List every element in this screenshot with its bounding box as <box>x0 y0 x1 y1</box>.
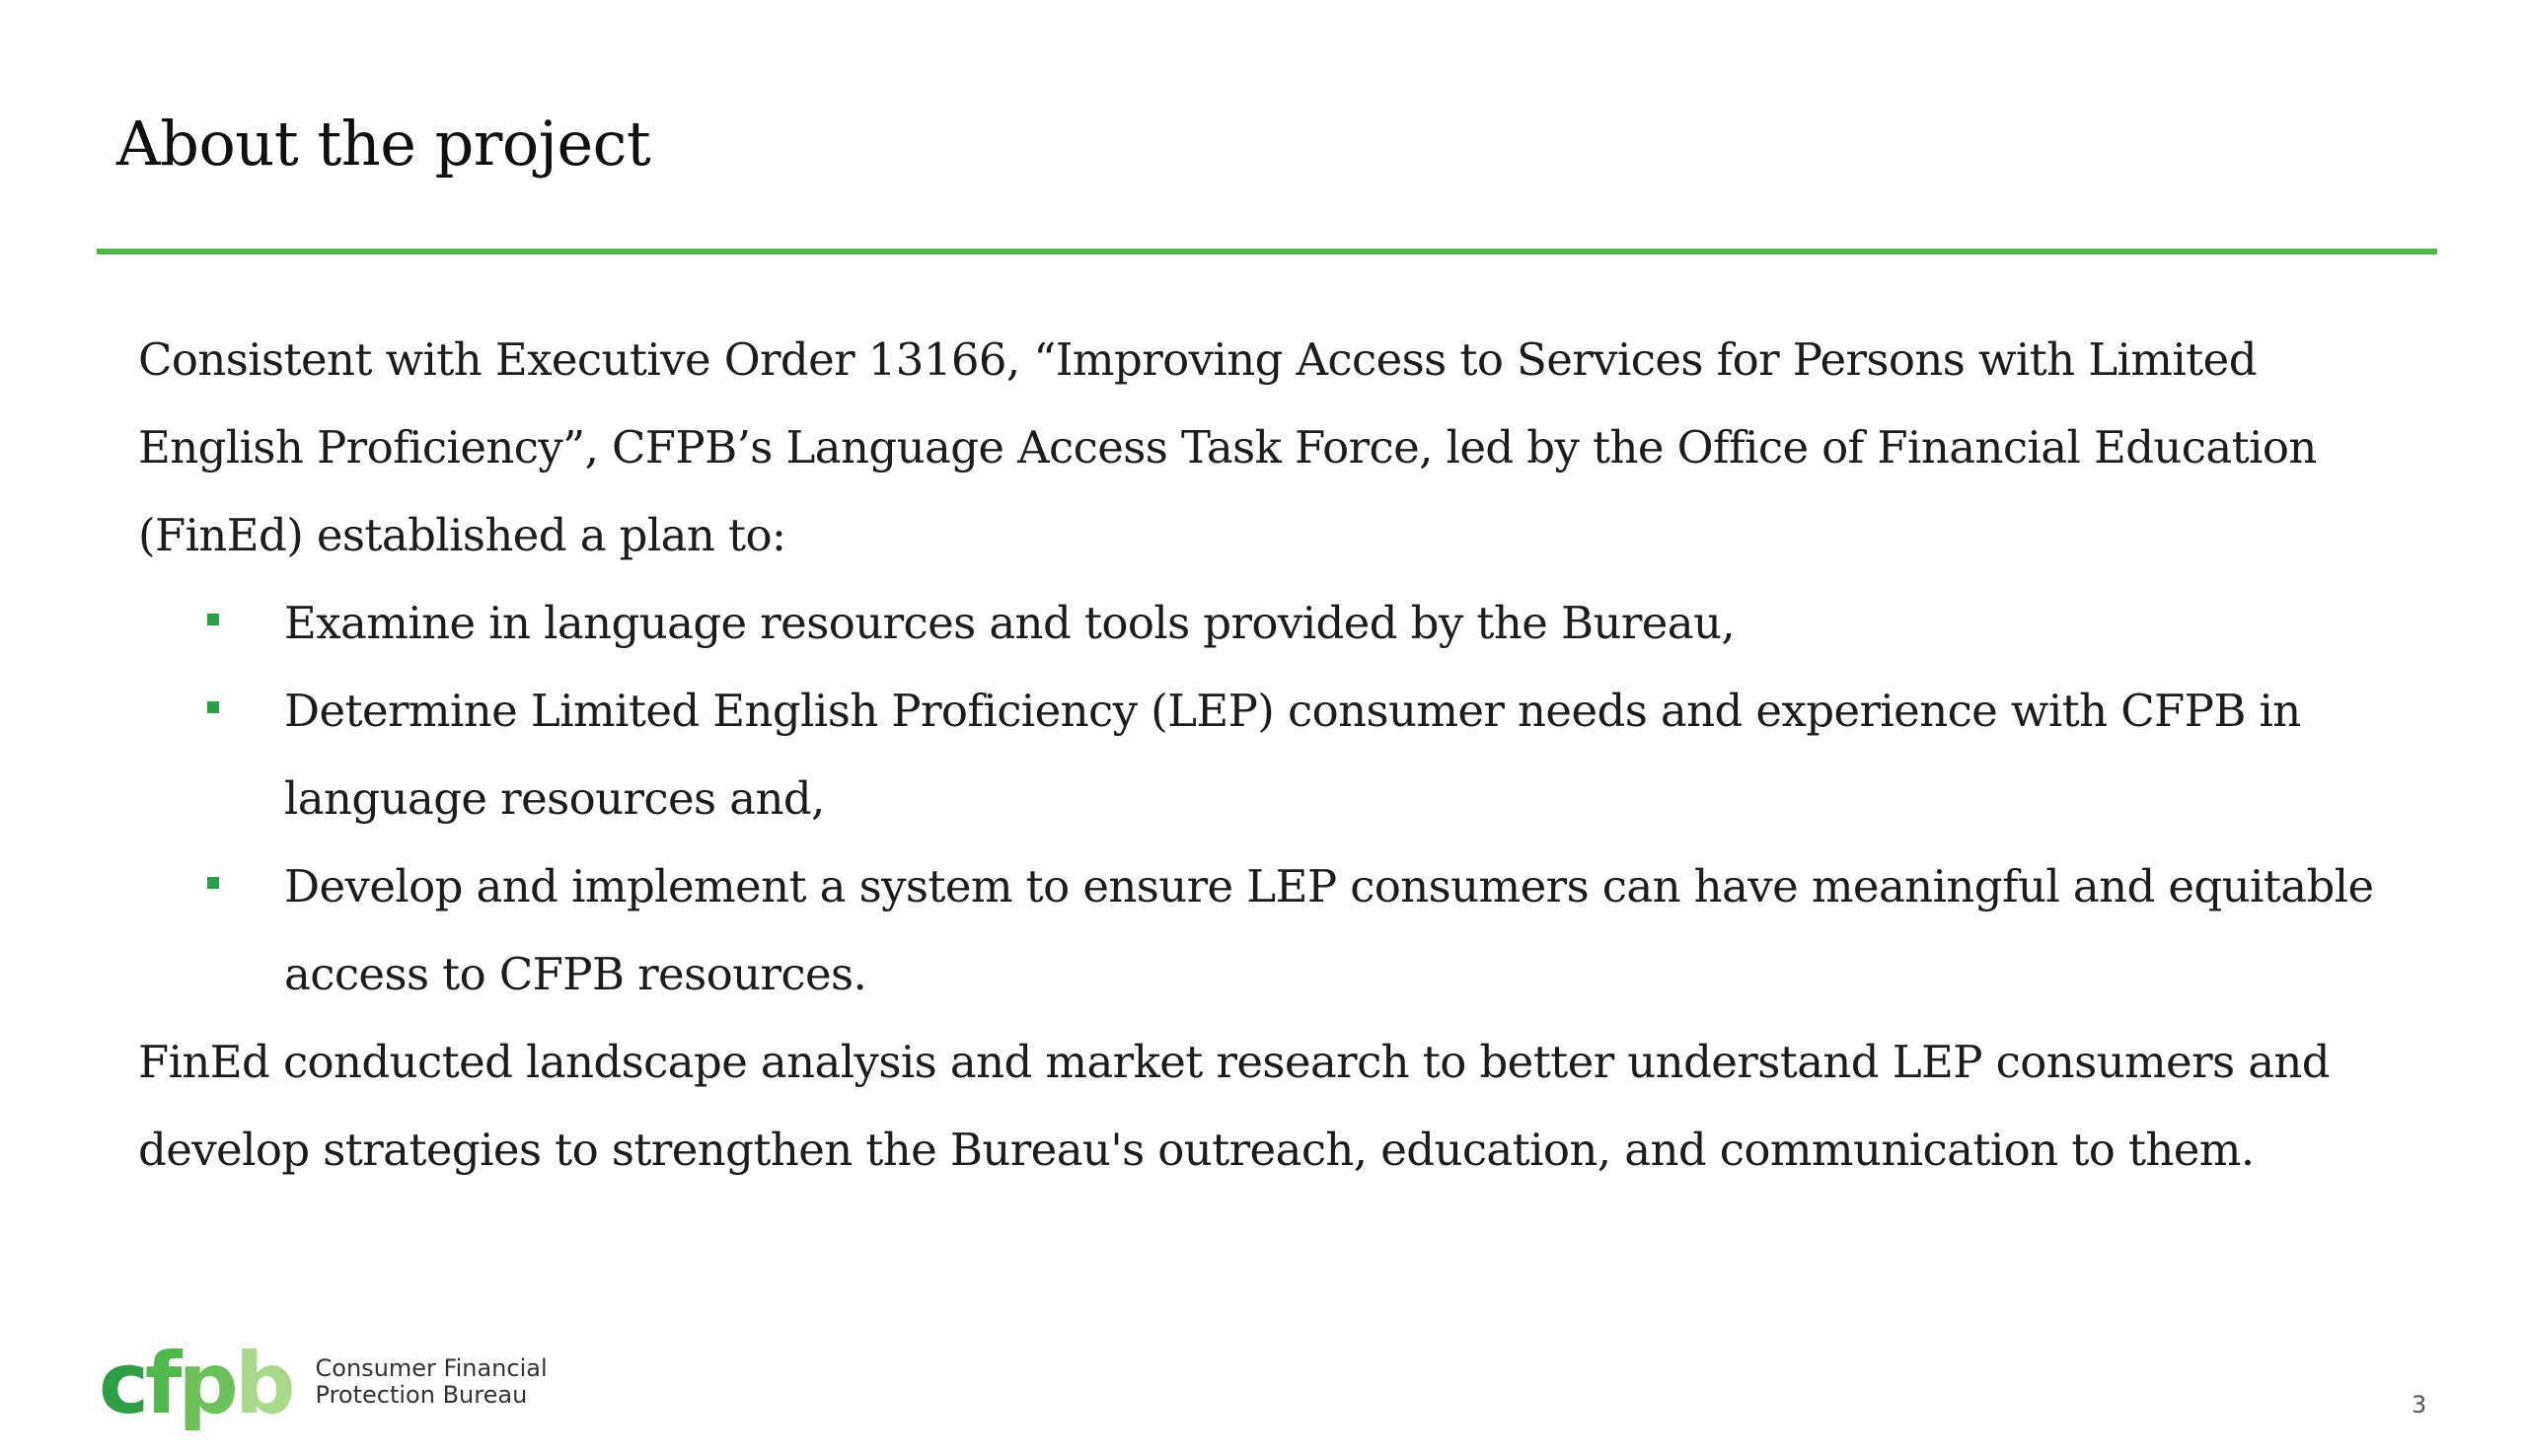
list-item <box>138 579 2388 667</box>
cfpb-logo <box>99 1335 548 1433</box>
slide-title: About the project <box>116 108 651 180</box>
list-item-text: Develop and implement a system to ensure LEP consumers can have meaningful and equitable access to CFPB resources. <box>284 860 2374 1000</box>
square-bullet-icon <box>207 701 219 713</box>
closing-paragraph: FinEd conducted landscape analysis and market research to better understand LEP consumers and develop strategies to strengthen the Bureau's outreach, education, and communication to them. <box>138 1036 2331 1176</box>
logo-letter: c <box>99 1335 145 1433</box>
logo-letter: b <box>234 1335 292 1433</box>
logo-line-2: Protection Bureau <box>315 1381 528 1409</box>
title-divider <box>97 249 2437 255</box>
logo-letter: p <box>178 1335 235 1433</box>
list-item-text: Examine in language resources and tools provided by the Bureau, <box>284 597 1736 649</box>
slide-body <box>138 316 2388 1194</box>
page-number: 3 <box>2412 1391 2427 1419</box>
square-bullet-icon <box>207 614 219 625</box>
intro-paragraph: Consistent with Executive Order 13166, “Improving Access to Services for Persons with Limited English Proficiency”, CFPB’s Language Access Task Force, led by the Office of Financial Education (FinEd) established a plan to: <box>138 333 2317 561</box>
logo-line-1: Consumer Financial <box>315 1354 548 1382</box>
logo-letter: f <box>144 1335 179 1433</box>
cfpb-logo-mark <box>99 1335 292 1433</box>
square-bullet-icon <box>207 877 219 889</box>
list-item <box>138 667 2388 842</box>
list-item <box>138 842 2388 1018</box>
list-item-text: Determine Limited English Proficiency (LEP) consumer needs and experience with CFPB in language resources and, <box>284 685 2301 825</box>
logo-wordmark <box>316 1355 548 1409</box>
plan-list <box>138 579 2388 1018</box>
